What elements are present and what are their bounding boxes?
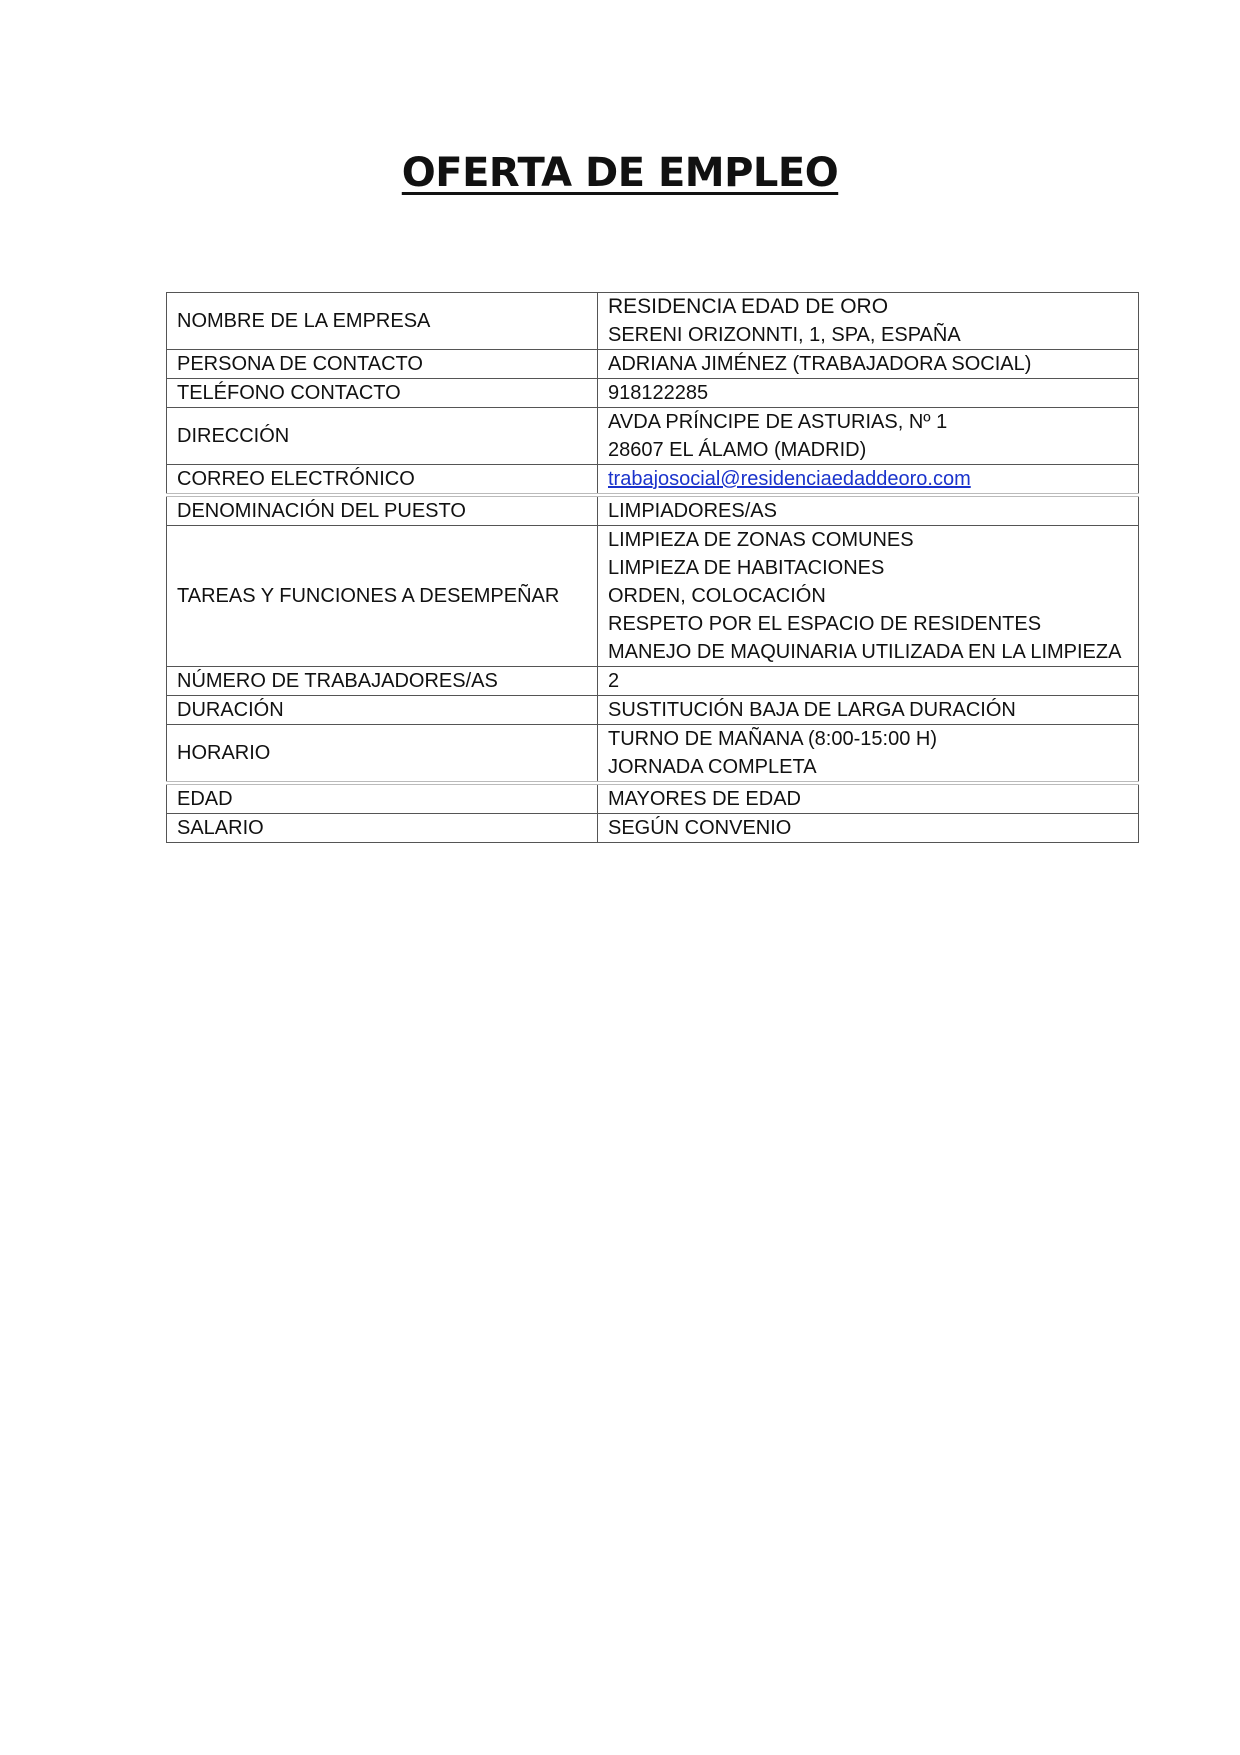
value-age: MAYORES DE EDAD (598, 783, 1139, 814)
table-row-schedule (167, 725, 1139, 784)
table-row-duration (167, 696, 1139, 725)
label-address: DIRECCIÓN (167, 408, 598, 465)
table-row-salary (167, 814, 1139, 843)
company-address: SERENI ORIZONNTI, 1, SPA, ESPAÑA (608, 324, 961, 346)
value-company-name (598, 293, 1139, 350)
table-row-position (167, 495, 1139, 526)
page-title (0, 150, 1240, 196)
company-name: RESIDENCIA EDAD DE ORO (608, 295, 889, 318)
task-item: ORDEN, COLOCACIÓN (608, 585, 826, 607)
label-duration: DURACIÓN (167, 696, 598, 725)
value-contact-person: ADRIANA JIMÉNEZ (TRABAJADORA SOCIAL) (598, 350, 1139, 379)
task-item: LIMPIEZA DE ZONAS COMUNES (608, 529, 914, 551)
label-schedule: HORARIO (167, 725, 598, 784)
value-duration: SUSTITUCIÓN BAJA DE LARGA DURACIÓN (598, 696, 1139, 725)
value-address (598, 408, 1139, 465)
value-workers: 2 (598, 667, 1139, 696)
table-row-contact-person (167, 350, 1139, 379)
label-phone: TELÉFONO CONTACTO (167, 379, 598, 408)
label-age: EDAD (167, 783, 598, 814)
job-offer-table (166, 292, 1139, 843)
page-title-text: OFERTA DE EMPLEO (401, 150, 839, 196)
value-email (598, 465, 1139, 496)
table-row-tasks (167, 526, 1139, 667)
value-position: LIMPIADORES/AS (598, 495, 1139, 526)
label-tasks: TAREAS Y FUNCIONES A DESEMPEÑAR (167, 526, 598, 667)
email-link[interactable]: trabajosocial@residenciaedaddeoro.com (608, 468, 971, 490)
label-salary: SALARIO (167, 814, 598, 843)
value-phone: 918122285 (598, 379, 1139, 408)
table-row-phone (167, 379, 1139, 408)
label-company-name: NOMBRE DE LA EMPRESA (167, 293, 598, 350)
table-row-age (167, 783, 1139, 814)
schedule-line-2: JORNADA COMPLETA (608, 756, 817, 778)
table-row-address (167, 408, 1139, 465)
value-tasks (598, 526, 1139, 667)
label-position: DENOMINACIÓN DEL PUESTO (167, 495, 598, 526)
label-contact-person: PERSONA DE CONTACTO (167, 350, 598, 379)
table-row-workers (167, 667, 1139, 696)
task-item: RESPETO POR EL ESPACIO DE RESIDENTES (608, 613, 1042, 635)
label-email: CORREO ELECTRÓNICO (167, 465, 598, 496)
label-workers: NÚMERO DE TRABAJADORES/AS (167, 667, 598, 696)
address-line-1: AVDA PRÍNCIPE DE ASTURIAS, Nº 1 (608, 411, 948, 433)
value-salary: SEGÚN CONVENIO (598, 814, 1139, 843)
table-row-company (167, 293, 1139, 350)
value-schedule (598, 725, 1139, 784)
table-row-email (167, 465, 1139, 496)
task-item: MANEJO DE MAQUINARIA UTILIZADA EN LA LIMPIEZA (608, 641, 1122, 663)
task-item: LIMPIEZA DE HABITACIONES (608, 557, 885, 579)
address-line-2: 28607 EL ÁLAMO (MADRID) (608, 439, 867, 461)
schedule-line-1: TURNO DE MAÑANA (8:00-15:00 H) (608, 728, 937, 750)
